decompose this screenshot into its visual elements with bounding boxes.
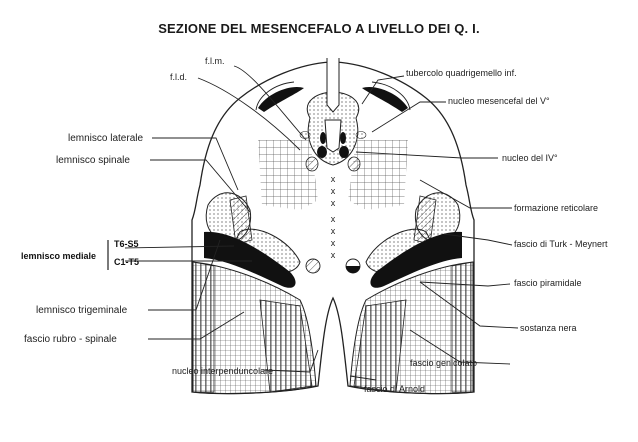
label-fascio-arnold: fascio di Arnold — [364, 384, 426, 394]
label-lemnisco-mediale: lemnisco mediale — [21, 251, 97, 261]
label-lemnisco-laterale: lemnisco laterale — [68, 133, 144, 144]
label-lemnisco-spinale: lemnisco spinale — [56, 155, 130, 166]
svg-text:x: x — [330, 186, 336, 196]
label-fascio-rubro-spinale: fascio rubro - spinale — [24, 334, 117, 345]
svg-text:x: x — [330, 238, 336, 248]
decussation-marks — [331, 174, 336, 260]
label-nucleo-iv: nucleo del IV° — [502, 153, 558, 163]
page-title: SEZIONE DEL MESENCEFALO A LIVELLO DEI Q. I. — [158, 21, 480, 36]
label-c1t5: C1-T5 — [114, 257, 140, 267]
label-nucleo-interpenduncolare: nucleo interpenduncolare — [172, 366, 274, 376]
label-fascio-genicolato: fascio genicolato — [410, 358, 478, 368]
label-flm: f.l.m. — [205, 56, 225, 66]
svg-text:x: x — [330, 226, 336, 236]
label-lemnisco-trigeminale: lemnisco trigeminale — [36, 305, 128, 316]
svg-text:x: x — [330, 214, 336, 224]
label-t6s5: T6-S5 — [114, 239, 139, 249]
label-sostanza-nera: sostanza nera — [520, 323, 577, 333]
label-formazione-reticolare: formazione reticolare — [514, 203, 599, 213]
label-nucleo-mesencefal: nucleo mesencefal del V° — [448, 96, 550, 106]
svg-text:x: x — [330, 198, 336, 208]
label-fascio-turk: fascio di Turk - Meynert — [514, 239, 608, 249]
label-fascio-piramidale: fascio piramidale — [514, 278, 582, 288]
label-tubercolo: tubercolo quadrigemello inf. — [406, 68, 517, 78]
label-fld: f.l.d. — [170, 72, 188, 82]
svg-text:x: x — [330, 174, 336, 184]
svg-text:x: x — [330, 250, 336, 260]
